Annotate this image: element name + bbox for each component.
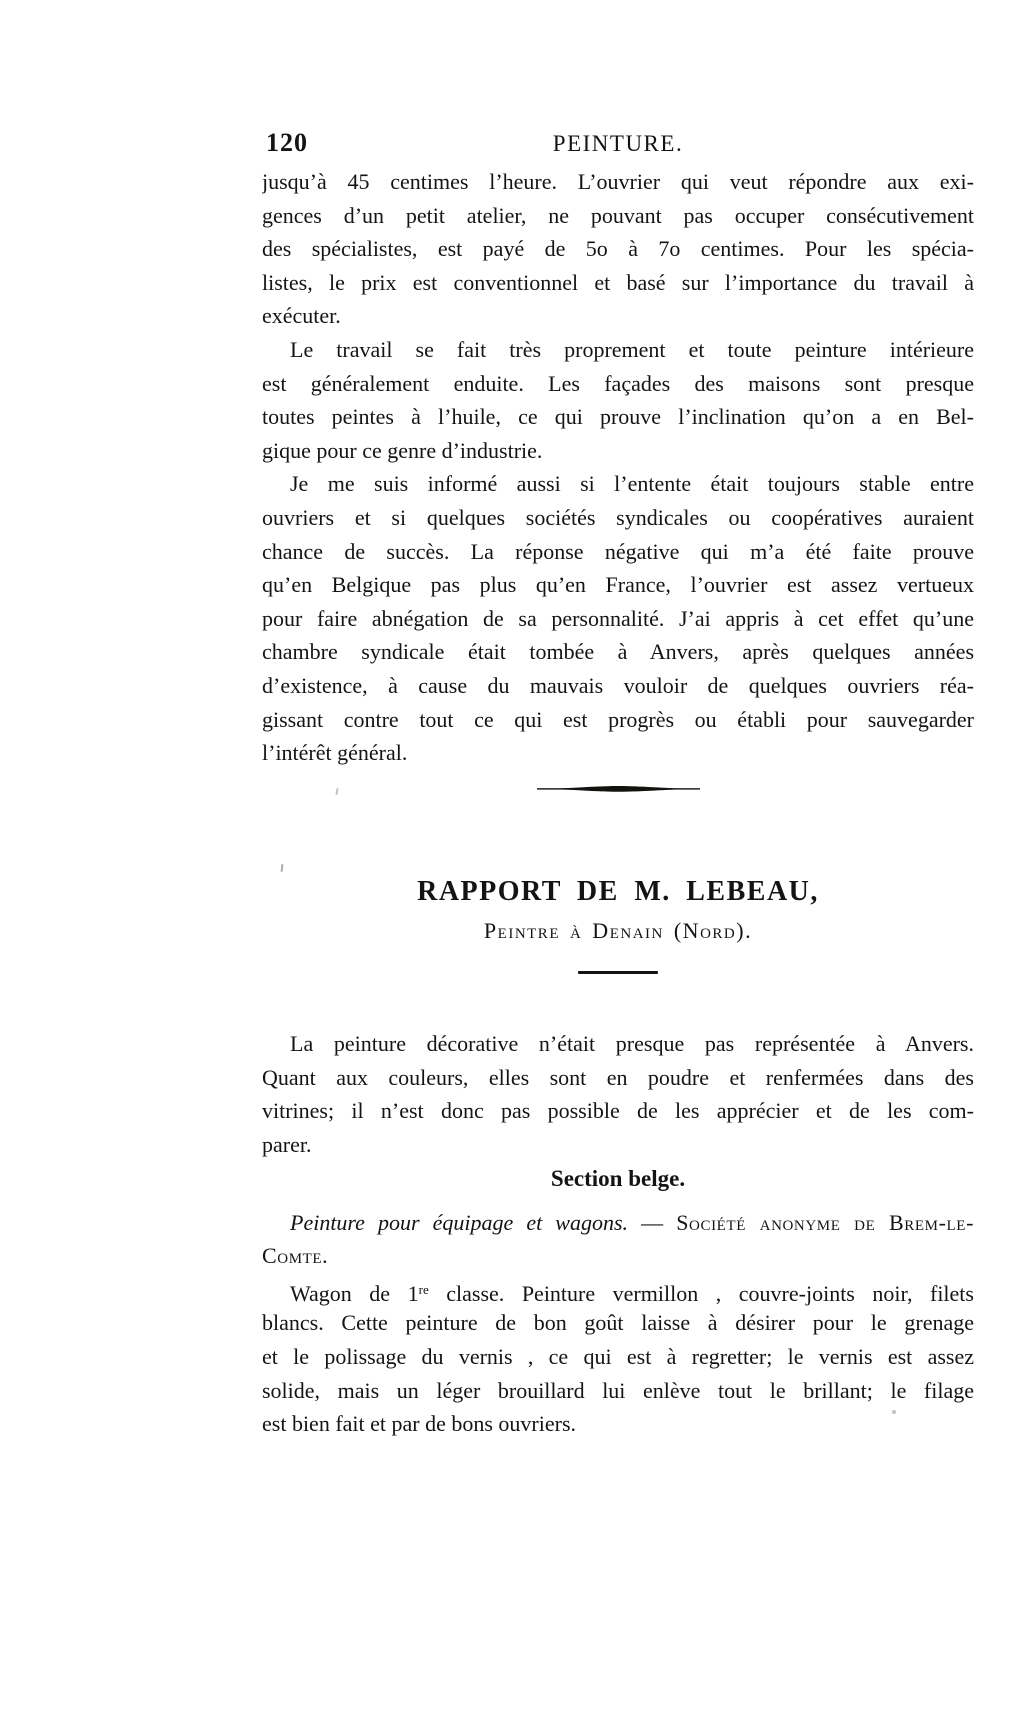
smallcaps-text: Société anonyme de Brem-le- (676, 1209, 974, 1235)
text-segment: Le travail se fait très proprement et toute peinture intérieure (290, 336, 974, 362)
intro-paragraphs (262, 165, 974, 770)
text-segment: ouvriers et si quelques sociétés syndicales ou coopératives auraient (262, 504, 974, 530)
text-line (262, 1128, 974, 1162)
text-line (262, 266, 974, 300)
sup-text: re (418, 1281, 429, 1297)
text-segment: listes, le prix est conventionnel et basé sur l’importance du travail à (262, 269, 974, 295)
text-segment: — (628, 1209, 677, 1235)
running-title: PEINTURE. (552, 131, 684, 156)
text-line (262, 1061, 974, 1095)
italic-text: Peinture pour équipage et wagons. (290, 1209, 629, 1235)
text-line (262, 1027, 974, 1061)
paragraph (262, 1206, 974, 1273)
text-line (262, 703, 974, 737)
paragraph (262, 1273, 974, 1441)
text-segment: Quant aux couleurs, elles sont en poudre et renfermées dans des (262, 1064, 974, 1090)
text-line (262, 1407, 974, 1441)
text-segment: qu’en Belgique pas plus qu’en France, l’ouvrier est assez vertueux (262, 572, 974, 598)
text-line (262, 635, 974, 669)
text-line (262, 434, 974, 468)
text-segment: classe. Peinture vermillon , couvre-joints noir, filets (428, 1280, 974, 1306)
scan-speck (892, 1410, 896, 1414)
report-paragraphs (262, 1027, 974, 1161)
text-line (262, 367, 974, 401)
text-segment: Je me suis informé aussi si l’entente était toujours stable entre (290, 471, 974, 497)
text-line (262, 1094, 974, 1128)
text-line (262, 199, 974, 233)
text-segment: chance de succès. La réponse négative qui m’a été faite prouve (262, 538, 974, 564)
text-segment: gissant contre tout ce qui est progrès ou établi pour sauvegarder (262, 706, 974, 732)
text-line (262, 501, 974, 535)
text-segment: gences d’un petit atelier, ne pouvant pas occuper consécutivement (262, 202, 974, 228)
text-segment: est généralement enduite. Les façades des maisons sont presque (262, 370, 974, 396)
text-line (262, 1273, 974, 1307)
text-line (262, 333, 974, 367)
taper-divider-ornament (537, 781, 700, 791)
text-line (262, 1374, 974, 1408)
text-segment: exécuter. (262, 303, 341, 329)
text-line (262, 165, 974, 199)
report-subtitle: Peintre à Denain (Nord). (483, 917, 753, 943)
paragraph (262, 467, 974, 769)
paragraph (262, 165, 974, 333)
text-line (262, 535, 974, 569)
text-segment: La peinture décorative n’était presque pas représentée à Anvers. (290, 1031, 974, 1057)
section-heading: Section belge. (550, 1165, 686, 1191)
text-line (262, 1340, 974, 1374)
text-line (262, 602, 974, 636)
text-segment: pour faire abnégation de sa personnalité. J’ai appris à cet effet qu’une (262, 605, 974, 631)
report-title: RAPPORT DE M. LEBEAU, (417, 875, 819, 907)
subtitle-rule (578, 971, 658, 975)
text-segment: est bien fait et par de bons ouvriers. (262, 1411, 577, 1437)
text-segment: des spécialistes, est payé de 5o à 7o centimes. Pour les spécia- (262, 236, 974, 262)
paragraph (262, 1027, 974, 1161)
text-line (262, 299, 974, 333)
text-segment: l’intérêt général. (262, 740, 408, 766)
page-number: 120 (266, 128, 308, 157)
text-line (262, 232, 974, 266)
text-segment: toutes peintes à l’huile, ce qui prouve l’inclination qu’on a en Bel- (262, 404, 974, 430)
text-column (262, 165, 974, 1441)
text-segment: gique pour ce genre d’industrie. (262, 437, 543, 463)
smallcaps-text: Comte. (262, 1243, 329, 1269)
text-segment: d’existence, à cause du mauvais vouloir de quelques ouvriers réa- (262, 672, 974, 698)
text-segment: jusqu’à 45 centimes l’heure. L’ouvrier qui veut répondre aux exi- (262, 169, 974, 194)
text-line (262, 400, 974, 434)
taper-rule-icon (537, 784, 700, 794)
text-segment: chambre syndicale était tombée à Anvers, après quelques années (262, 639, 974, 665)
text-line (262, 1239, 974, 1273)
text-line (262, 568, 974, 602)
paragraph (262, 333, 974, 467)
text-segment: blancs. Cette peinture de bon goût laisse à désirer pour le grenage (262, 1310, 974, 1336)
section-paragraphs (262, 1206, 974, 1441)
text-segment: et le polissage du vernis , ce qui est à regretter; le vernis est assez (262, 1343, 974, 1369)
text-line (262, 736, 974, 770)
text-line (262, 1206, 974, 1240)
text-line (262, 1306, 974, 1340)
text-segment: solide, mais un léger brouillard lui enlève tout le brillant; le filage (262, 1377, 974, 1403)
text-segment: parer. (262, 1131, 312, 1157)
text-line (262, 669, 974, 703)
text-segment: vitrines; il n’est donc pas possible de les apprécier et de les com- (262, 1098, 974, 1124)
text-segment: Wagon de 1 (290, 1280, 419, 1306)
text-line (262, 467, 974, 501)
